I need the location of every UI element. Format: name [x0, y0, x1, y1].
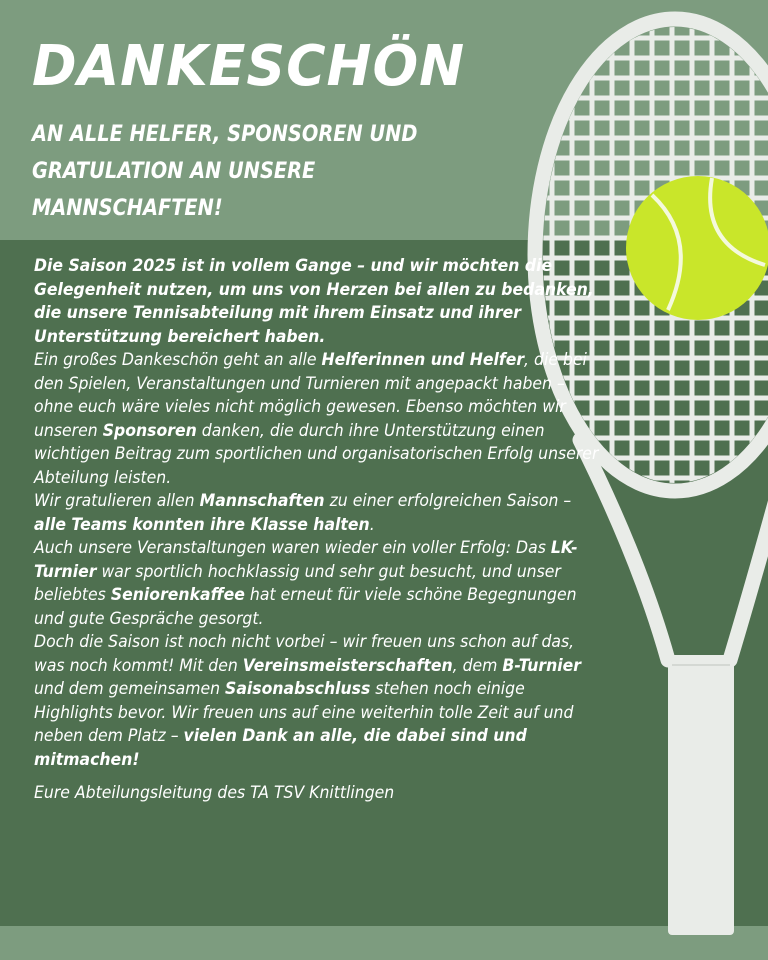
headline [32, 32, 552, 227]
highlight-teams: Mannschaften [199, 491, 325, 510]
highlight-saisonabschluss: Saisonabschluss [225, 679, 371, 698]
highlight-b-turnier: B-Turnier [502, 655, 582, 675]
paragraph-outlook: Doch die Saison ist noch nicht vorbei – wir freuen uns schon auf das, was noch kommt! Mit den Vereinsmeisterschaften, dem B-Turnier und dem gemeinsamen Saisonabschluss stehen noch einige Highlights bevor. Wir freuen uns auf eine weiterhin tolle Zeit auf und neben dem Platz – vielen Dank an alle, die dabei sind und mitmachen! [34, 632, 582, 769]
highlight-vereinsmeisterschaften: Vereinsmeisterschaften [242, 655, 453, 675]
highlight-lk-turnier: LK-Turnier [34, 538, 578, 581]
page-subtitle: AN ALLE HELFER, SPONSOREN UND GRATULATION AN UNSERE MANNSCHAFTEN! [32, 122, 418, 221]
highlight-thanks: vielen Dank an alle, die dabei sind und mitmachen! [34, 726, 527, 769]
paragraph-teams: Wir gratulieren allen Mannschaften zu einer erfolgreichen Saison – alle Teams konnten ihre Klasse halten. [34, 491, 572, 534]
intro-paragraph: Die Saison 2025 ist in vollem Gange – und wir möchten die Gelegenheit nutzen, um uns von Herzen bei allen zu bedanken, die unsere Tennisabteilung mit ihrem Einsatz und ihrer Unterstützung bereichert haben. [34, 256, 594, 346]
highlight-class-held: alle Teams konnten ihre Klasse halten [34, 514, 370, 534]
highlight-sponsors: Sponsoren [102, 420, 197, 440]
highlight-seniorenkaffee: Seniorenkaffee [110, 585, 245, 604]
highlight-helpers: Helferinnen und Helfer [321, 350, 525, 369]
article-body [34, 254, 604, 805]
paragraph-events: Auch unsere Veranstaltungen waren wieder ein voller Erfolg: Das LK-Turnier war sportlich hochklassig und sehr gut besucht, und unser beliebtes Seniorenkaffee hat erneut für viele schöne Begegnungen und gute Gespräche gesorgt. [34, 538, 578, 628]
signature: Eure Abteilungsleitung des TA TSV Knittlingen [34, 783, 395, 802]
paragraph-helpers: Ein großes Dankeschön geht an alle Helferinnen und Helfer, die bei den Spielen, Veranstaltungen und Turnieren mit angepackt haben – ohne euch wäre vieles nicht möglich gewesen. Ebenso möchten wir unseren Sponsoren danken, die durch ihre Unterstützung einen wichtigen Beitrag zum sportlichen und organisatorischen Erfolg unserer Abteilung leisten. [34, 350, 599, 487]
page-title: DANKESCHÖN [32, 34, 466, 99]
